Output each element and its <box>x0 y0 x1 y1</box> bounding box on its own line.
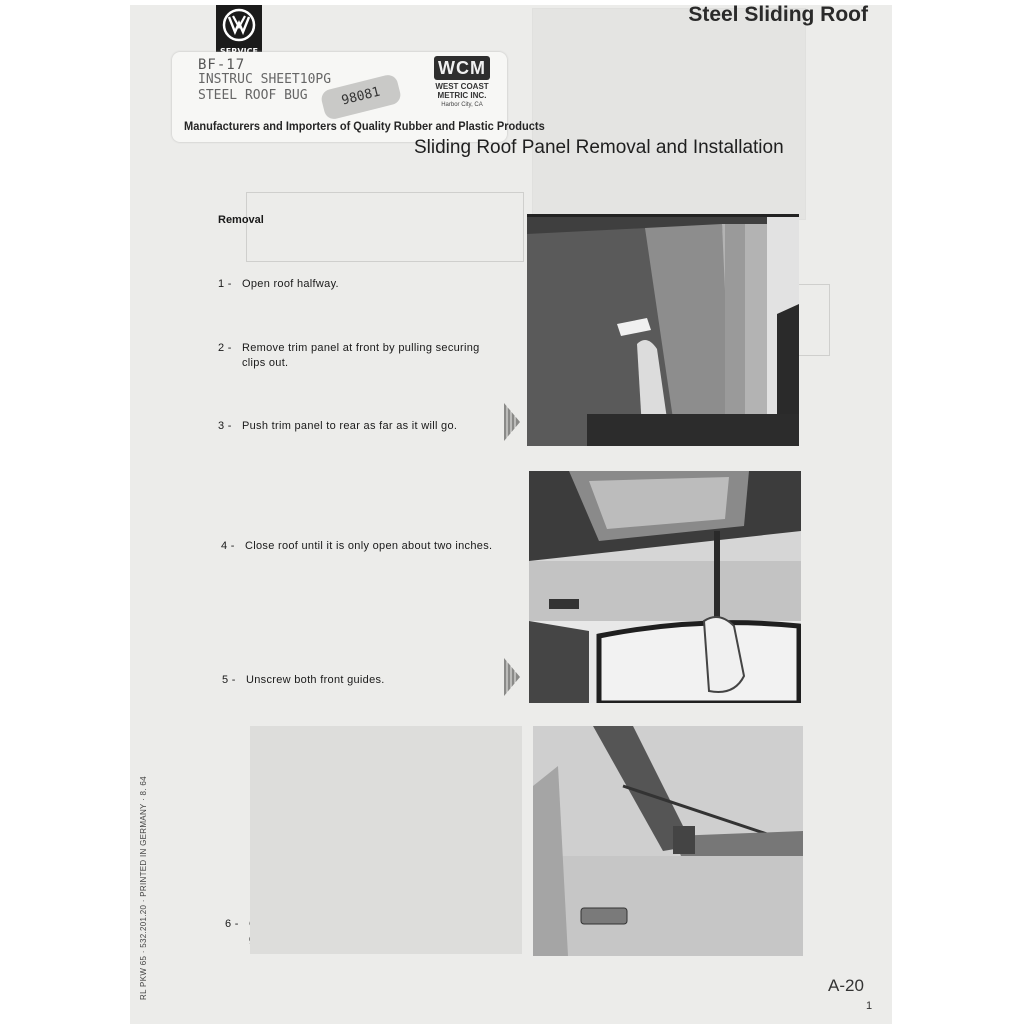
sticker-code: BF-17 <box>198 57 246 73</box>
section-heading: Removal <box>218 214 264 226</box>
step-number: 1 - <box>218 278 232 290</box>
step-item <box>222 673 504 688</box>
photo-leaf-springs <box>533 726 803 956</box>
step-number: 6 - <box>225 918 239 930</box>
print-code: RL PKW 65 · 532.201.20 · PRINTED IN GERMANY · 8. 64 <box>139 776 148 1000</box>
show-through-box <box>246 192 524 262</box>
step-item <box>221 539 503 554</box>
pointer-arrow-icon <box>504 403 520 441</box>
page-code: A-20 <box>828 976 864 995</box>
price-tag: 98081 <box>320 73 403 121</box>
step-item <box>218 277 488 292</box>
vw-emblem-icon <box>222 8 256 42</box>
page-subtitle: Sliding Roof Panel Removal and Installation <box>414 137 784 158</box>
step-text: Unscrew both front guides. <box>246 674 385 686</box>
step-text: Remove trim panel at front by pulling securing clips out. <box>242 342 480 369</box>
show-through-photo <box>250 726 522 954</box>
company-city: Harbor City, CA <box>441 102 483 108</box>
step-item <box>218 341 500 371</box>
step-number: 3 - <box>218 420 232 432</box>
vw-service-logo <box>216 5 262 57</box>
distributor-sticker <box>172 52 545 142</box>
pointer-arrow-icon <box>504 658 520 696</box>
step-number: 2 - <box>218 342 232 354</box>
photo-front-guides <box>529 471 801 703</box>
step-text: Close roof until it is only open about two inches. <box>245 540 493 552</box>
step-number: 5 - <box>222 674 236 686</box>
company-name: WEST COAST METRIC INC. <box>435 82 489 100</box>
step-number: 4 - <box>221 540 235 552</box>
show-through-box <box>532 8 806 220</box>
step-item <box>218 419 500 434</box>
photo-trim-panel <box>527 214 799 446</box>
sticker-line-2: STEEL ROOF BUG <box>198 88 308 103</box>
page-number: 1 <box>866 1000 873 1012</box>
step-text: Open roof halfway. <box>242 278 339 290</box>
page-title: Steel Sliding Roof <box>688 3 868 26</box>
step-text: Push trim panel to rear as far as it will go. <box>242 420 458 432</box>
company-logo: WCM <box>434 56 490 80</box>
company-tagline: Manufacturers and Importers of Quality Rubber and Plastic Products <box>184 119 545 133</box>
sticker-line-1: INSTRUC SHEET10PG <box>198 72 332 87</box>
